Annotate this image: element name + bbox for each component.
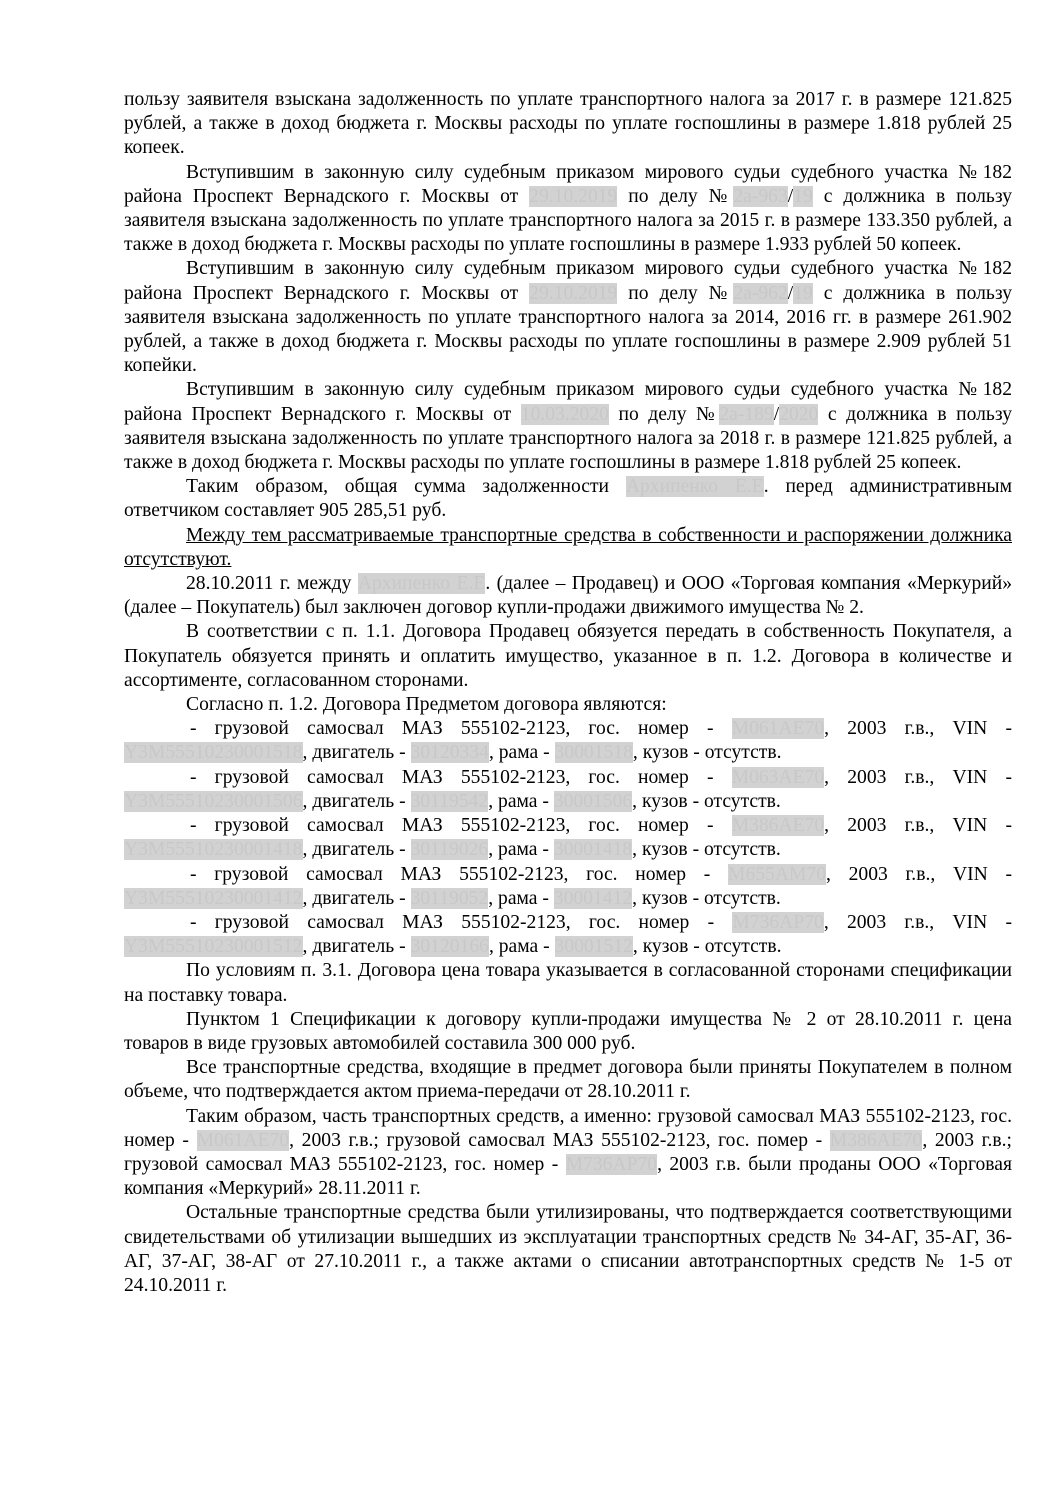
paragraph-text: Пунктом 1 Спецификации к договору купли-продажи имущества № 2 от 28.10.2011 г. цена товаров в виде грузовых автомобилей составила 300 000 руб. xyxy=(124,1008,1012,1054)
redacted-text: 19 xyxy=(793,185,813,207)
redacted-text: Y3M55510230001512 xyxy=(124,936,303,958)
redacted-text: М386АЕ70 xyxy=(829,1129,923,1151)
paragraph-text: Вступившим в законную силу судебным приказом мирового судьи судебного участка №182 района Проспект Вернадского г. Москвы от xyxy=(124,379,1012,425)
paragraph-text: Вступившим в законную силу судебным приказом мирового судьи судебного участка №182 района Проспект Вернадского г. Москвы от xyxy=(124,161,1012,207)
paragraph-text: по делу № xyxy=(608,403,720,425)
redacted-text: 30001512 xyxy=(554,936,633,958)
redacted-text: 30001418 xyxy=(553,839,633,861)
redacted-text: М655АМ70 xyxy=(728,863,826,885)
document-paragraph xyxy=(124,572,1012,620)
redacted-text: М061АЕ70 xyxy=(196,1129,290,1151)
paragraph-text: Вступившим в законную силу судебным приказом мирового судьи судебного участка №182 района Проспект Вернадского г. Москвы от xyxy=(124,258,1012,304)
redacted-text: 2а-962 xyxy=(733,282,788,304)
paragraph-text: - грузовой самосвал МАЗ 555102-2123, гос. номер - xyxy=(190,766,732,788)
document-paragraph xyxy=(124,1008,1012,1056)
vehicle-list-item xyxy=(124,814,1012,862)
paragraph-text: - грузовой самосвал МАЗ 555102-2123, гос. номер - xyxy=(190,863,729,885)
redacted-text: М736АР70 xyxy=(732,911,824,933)
document-paragraph xyxy=(124,1105,1012,1202)
redacted-text: 30001518 xyxy=(554,742,633,764)
paragraph-text: по делу № xyxy=(617,282,734,304)
vehicle-list-item xyxy=(124,863,1012,911)
paragraph-text: с должника в пользу заявителя взыскана задолженность по уплате транспортного налога за 2014, 2016 гг. в размере 261.902 рублей, а также в доход бюджета г. Москвы расходы по уплате госпошлины в размере 2.909 рублей 51 копейки. xyxy=(124,282,1012,377)
paragraph-text: , кузов - отсутств. xyxy=(632,742,782,764)
redacted-text: 30001412 xyxy=(553,887,633,909)
paragraph-text: , двигатель - xyxy=(302,936,411,958)
vehicle-list-item xyxy=(124,766,1012,814)
paragraph-text: Между тем рассматриваемые транспортные средства в собственности и распоряжении должника отсутствуют. xyxy=(124,524,1012,570)
redacted-text: 29.10.2019 xyxy=(529,282,618,304)
paragraph-text: , 2003 г.в., VIN - xyxy=(826,863,1012,885)
redacted-text: 30120334 xyxy=(410,742,489,764)
document-paragraph xyxy=(124,475,1012,523)
paragraph-text: В соответствии с п. 1.1. Договора Продавец обязуется передать в собственность Покупателя, а Покупатель обязуется принять и оплатить имущество, указанное в п. 1.2. Договора в количестве и ассортименте, согласованном сторонами. xyxy=(124,621,1012,691)
vehicle-list-item xyxy=(124,717,1012,765)
redacted-text: Архипенко Е.Е xyxy=(357,573,486,595)
redacted-text: Архипенко Е.Е xyxy=(625,476,764,498)
redacted-text: 10.03.2020 xyxy=(520,403,609,425)
document-paragraph xyxy=(124,161,1012,258)
redacted-text: М386АЕ70 xyxy=(731,815,825,837)
paragraph-text: , двигатель - xyxy=(302,839,411,861)
document-paragraph xyxy=(124,1201,1012,1298)
paragraph-text: , двигатель - xyxy=(302,887,411,909)
document-page xyxy=(124,88,1012,1298)
paragraph-text: пользу заявителя взыскана задолженность по уплате транспортного налога за 2017 г. в размере 121.825 рублей, а также в доход бюджета г. Москвы расходы по уплате госпошлины в размере 1.818 рублей 25 копеек. xyxy=(124,89,1012,159)
paragraph-text: Согласно п. 1.2. Договора Предметом договора являются: xyxy=(186,694,667,716)
paragraph-text: , рама - xyxy=(488,790,554,812)
paragraph-text: по делу № xyxy=(617,185,734,207)
paragraph-text: . перед административным ответчиком составляет 905 285,51 руб. xyxy=(124,476,1013,522)
document-paragraph xyxy=(124,959,1012,1007)
paragraph-text: , 2003 г.в., VIN - xyxy=(824,766,1012,788)
redacted-text: 30119026 xyxy=(410,839,489,861)
redacted-text: 2а-189 xyxy=(719,403,774,425)
paragraph-text: , кузов - отсутств. xyxy=(632,887,781,909)
paragraph-text: - грузовой самосвал МАЗ 555102-2123, гос. номер - xyxy=(190,718,732,740)
paragraph-text: , кузов - отсутств. xyxy=(632,790,781,812)
paragraph-text: / xyxy=(787,282,794,304)
paragraph-text: / xyxy=(773,403,780,425)
redacted-text: 30119542 xyxy=(410,790,489,812)
paragraph-text: , 2003 г.в.; грузовой самосвал МАЗ 555102-2123, гос. помер - xyxy=(289,1129,830,1151)
paragraph-text: , 2003 г.в., VIN - xyxy=(823,911,1012,933)
paragraph-text: 28.10.2011 г. между xyxy=(186,573,358,595)
paragraph-text: , 2003 г.в., VIN - xyxy=(824,815,1012,837)
paragraph-text: , кузов - отсутств. xyxy=(632,839,781,861)
paragraph-text: , двигатель - xyxy=(302,742,411,764)
redacted-text: 30120166 xyxy=(410,936,489,958)
redacted-text: М061АЕ70 xyxy=(731,718,825,740)
paragraph-text: , 2003 г.в. были проданы ООО «Торговая компания «Меркурий» 28.11.2011 г. xyxy=(124,1153,1012,1200)
redacted-text: 2020 xyxy=(779,403,819,425)
redacted-text: 30001506 xyxy=(553,790,633,812)
paragraph-text: . (далее – Продавец) и ООО «Торговая компания «Меркурий» (далее – Покупатель) был заключен договор купли-продажи движимого имущества № 2. xyxy=(124,573,1013,619)
paragraph-text: - грузовой самосвал МАЗ 555102-2123, гос. номер - xyxy=(190,911,733,933)
paragraph-text: , 2003 г.в.; грузовой самосвал МАЗ 555102-2123, гос. номер - xyxy=(124,1129,1013,1175)
paragraph-text: Таким образом, часть транспортных средств, а именно: грузовой самосвал МАЗ 555102-2123, гос. номер - xyxy=(124,1105,1012,1151)
redacted-text: Y3M55510230001418 xyxy=(124,839,303,861)
paragraph-text: - грузовой самосвал МАЗ 555102-2123, гос. номер - xyxy=(190,815,732,837)
paragraph-text: , рама - xyxy=(488,839,554,861)
redacted-text: 19 xyxy=(793,282,813,304)
paragraph-text: , 2003 г.в., VIN - xyxy=(824,718,1012,740)
paragraph-text: , рама - xyxy=(488,742,555,764)
paragraph-text: с должника в пользу заявителя взыскана задолженность по уплате транспортного налога за 2018 г. в размере 121.825 рублей, а также в доход бюджета г. Москвы расходы по уплате госпошлины в размере 1.818 рублей 25 копеек. xyxy=(124,403,1012,474)
document-paragraph xyxy=(124,524,1012,572)
paragraph-text: , двигатель - xyxy=(302,790,411,812)
vehicle-list-item xyxy=(124,911,1012,959)
redacted-text: Y3M55510230001518 xyxy=(124,742,303,764)
redacted-text: М736АР70 xyxy=(565,1153,658,1175)
document-paragraph xyxy=(124,620,1012,693)
document-paragraph xyxy=(124,1056,1012,1104)
document-paragraph xyxy=(124,257,1012,378)
redacted-text: 30119052 xyxy=(410,887,489,909)
paragraph-text: , рама - xyxy=(488,936,555,958)
redacted-text: М063АЕ70 xyxy=(731,766,825,788)
paragraph-text: Все транспортные средства, входящие в предмет договора были приняты Покупателем в полном объеме, что подтверждается актом приема-передачи от 28.10.2011 г. xyxy=(124,1057,1012,1103)
paragraph-text: Таким образом, общая сумма задолженности xyxy=(186,476,626,498)
paragraph-text: По условиям п. 3.1. Договора цена товара указывается в согласованной сторонами спецификации на поставку товара. xyxy=(124,960,1012,1006)
redacted-text: Y3M55510230001506 xyxy=(124,790,303,812)
redacted-text: 29.10.2019 xyxy=(529,185,618,207)
paragraph-text: Остальные транспортные средства были утилизированы, что подтверждается соответствующими свидетельствами об утилизации вышедших из эксплуатации транспортных средств № 34-АГ, 35-АГ, 36-АГ, 37-АГ, 38-АГ от 27.10.2011 г., а также актами о списании автотранспортных средств № 1-5 от 24.10.2011 г. xyxy=(124,1202,1012,1296)
document-paragraph xyxy=(124,693,1012,717)
paragraph-text: с должника в пользу заявителя взыскана задолженность по уплате транспортного налога за 2015 г. в размере 133.350 рублей, а также в доход бюджета г. Москвы расходы по уплате госпошлины в размере 1.933 рублей 50 копеек. xyxy=(124,185,1012,256)
redacted-text: 2а-963 xyxy=(733,185,788,207)
paragraph-text: , рама - xyxy=(488,887,554,909)
document-paragraph xyxy=(124,88,1012,161)
document-paragraph xyxy=(124,378,1012,475)
redacted-text: Y3M55510230001412 xyxy=(124,887,303,909)
paragraph-text: , кузов - отсутств. xyxy=(632,936,782,958)
paragraph-text: / xyxy=(787,185,794,207)
